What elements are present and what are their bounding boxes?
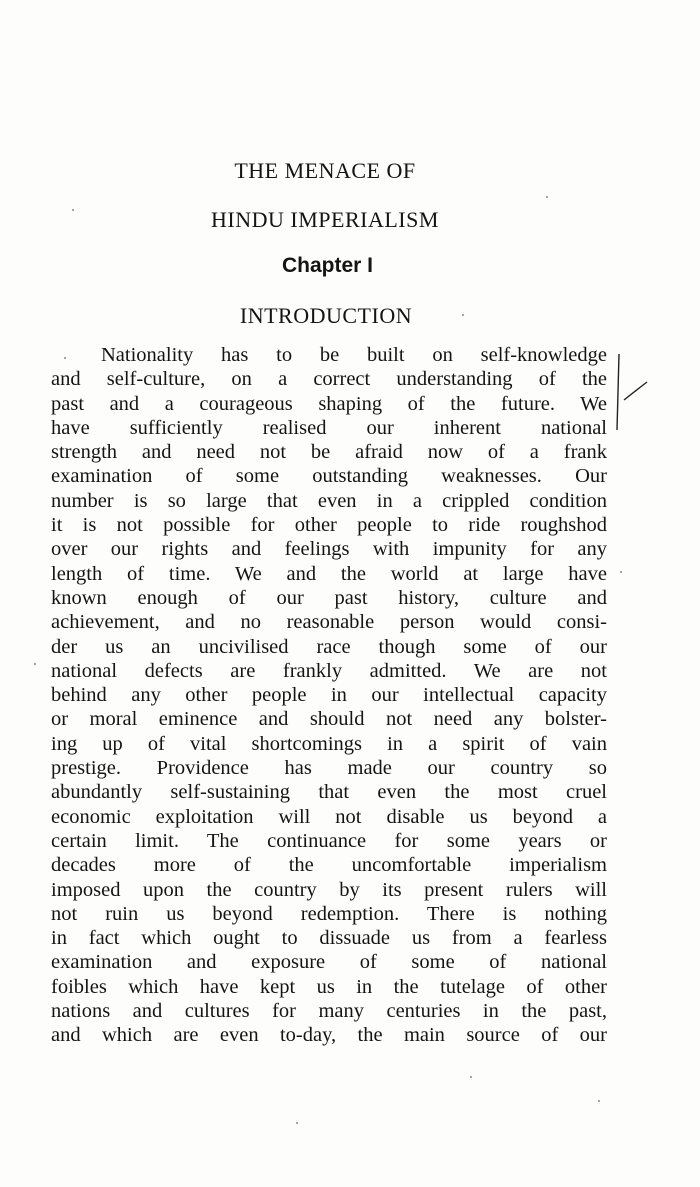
margin-annotation-mark [612,352,662,442]
body-line: or moral eminence and should not need any bolster- [51,708,607,731]
body-line: prestige. Providence has made our country so [51,757,607,780]
body-line: and self-culture, on a correct understanding of the [51,368,607,391]
book-title-line-2: HINDU IMPERIALISM [211,207,439,232]
body-line: abundantly self-sustaining that even the most cruel [51,781,607,804]
paper-speck [598,1100,600,1102]
paper-speck [296,1122,298,1124]
paper-speck [470,1076,472,1078]
body-line: number is so large that even in a crippled condition [51,489,607,512]
body-line: ing up of vital shortcomings in a spirit of vain [51,732,607,755]
paper-speck [34,663,36,665]
body-line: known enough of our past history, culture and [51,586,607,609]
body-line: in fact which ought to dissuade us from a fearless [51,927,607,950]
body-line: economic exploitation will not disable us beyond a [51,805,607,828]
body-line: Nationality has to be built on self-knowledge [101,344,607,366]
body-line: certain limit. The continuance for some years or [51,829,607,852]
body-line: behind any other people in our intellectual capacity [51,684,607,707]
paper-speck [620,571,622,573]
paper-speck [64,357,66,359]
body-line: strength and need not be afraid now of a frank [51,441,607,464]
section-heading: INTRODUCTION [239,303,413,328]
body-line: examination of some outstanding weaknesses. Our [51,465,607,488]
body-line: national defects are frankly admitted. We are not [51,659,607,682]
body-line: nations and cultures for many centuries in the past, [51,1000,607,1023]
body-line: examination and exposure of some of national [51,951,607,974]
book-title-line-1: THE MENACE OF [234,158,416,183]
body-paragraph [51,343,607,1048]
body-line: decades more of the uncomfortable imperialism [51,854,607,877]
chapter-heading: Chapter I [281,254,373,277]
paper-speck [72,209,74,211]
body-line: achievement, and no reasonable person would consi- [51,611,607,634]
body-line: and which are even to-day, the main source of our [51,1024,607,1047]
paper-speck [462,314,464,316]
body-line: not ruin us beyond redemption. There is nothing [51,902,607,925]
body-line: der us an uncivilised race though some of our [51,635,607,658]
body-line: over our rights and feelings with impunity for any [51,538,607,561]
body-line: length of time. We and the world at large have [51,562,607,585]
body-line: imposed upon the country by its present rulers will [51,878,607,901]
body-line: past and a courageous shaping of the future. We [51,392,607,415]
body-line: have sufficiently realised our inherent national [51,416,607,439]
body-line: it is not possible for other people to ride roughshod [51,514,607,537]
paper-speck [546,196,548,198]
body-line: foibles which have kept us in the tutelage of other [51,975,607,998]
